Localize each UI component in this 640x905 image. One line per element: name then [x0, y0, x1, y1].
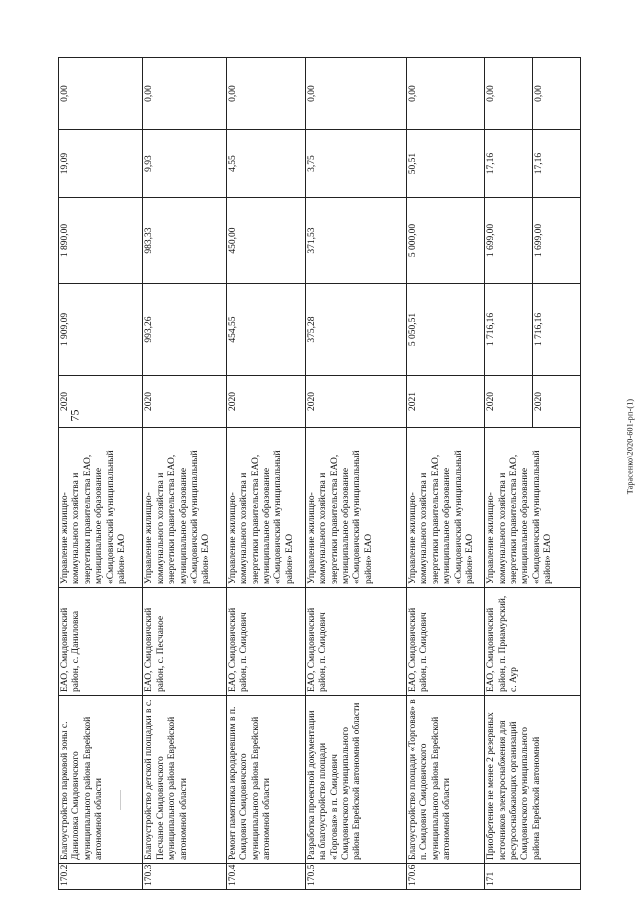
location: ЕАО, Смидовичский район, п. Приамурский, с. Аур: [485, 588, 581, 696]
federal-amount: 1 699,00: [485, 198, 533, 284]
regional-amount: 50,51: [406, 130, 484, 198]
regional-amount: 17,16: [533, 130, 581, 198]
year: 2020: [485, 376, 533, 428]
other-amount: 0,00: [226, 58, 305, 130]
federal-amount: 1 699,00: [533, 198, 581, 284]
executor: Управление жилищно-коммунального хозяйства и энергетики правительства ЕАО, муниципальное образование «Смидовичский муниципальный район» ЕАО: [59, 428, 143, 588]
other-amount: 0,00: [143, 58, 226, 130]
total-amount: 1 716,16: [485, 284, 533, 376]
other-amount: 0,00: [305, 58, 406, 130]
year: 2020: [305, 376, 406, 428]
executor: Управление жилищно-коммунального хозяйства и энергетики правительства ЕАО, муниципальное образование «Смидовичский муниципальный район» ЕАО: [485, 428, 581, 588]
year: 2020: [59, 376, 143, 428]
total-amount: 5 050,51: [406, 284, 484, 376]
measure-name: Благоустройство площади «Торговая» в п. Смидович Смидовичского муниципального района Еврейской автономной области: [406, 696, 484, 864]
location: ЕАО, Смидовичский район, п. Смидович: [406, 588, 484, 696]
total-amount: 993,26: [143, 284, 226, 376]
federal-amount: 5 000,00: [406, 198, 484, 284]
other-amount: 0,00: [485, 58, 533, 130]
measure-name: Приобретение не менее 2 резервных источников электроснабжения для ресурсоснабжающих организаций Смидовичского муниципального района Еврейской автономной: [485, 696, 581, 864]
row-number: 170.6: [406, 864, 484, 890]
total-amount: 454,55: [226, 284, 305, 376]
regional-amount: 3,75: [305, 130, 406, 198]
other-amount: 0,00: [406, 58, 484, 130]
year: 2020: [226, 376, 305, 428]
document-code: Тарасенко\2020-601-рп-(1): [625, 398, 635, 495]
table-row: [143, 58, 226, 890]
location: ЕАО, Смидовичский район, п. Смидович: [226, 588, 305, 696]
year: 2021: [406, 376, 484, 428]
other-amount: 0,00: [533, 58, 581, 130]
year: 2020: [533, 376, 581, 428]
row-number: 170.4: [226, 864, 305, 890]
regional-amount: 4,55: [226, 130, 305, 198]
regional-amount: 9,93: [143, 130, 226, 198]
measure-name: Благоустройство парковой зоны с. Даниловка Смидовичского муниципального района Еврейской автономной области: [59, 696, 143, 864]
table-row: [406, 58, 484, 890]
budget-table: [58, 57, 581, 890]
table-row: [59, 58, 143, 890]
row-number: 170.2: [59, 864, 143, 890]
executor: Управление жилищно-коммунального хозяйства и энергетики правительства ЕАО, муниципальное образование «Смидовичский муниципальный район» ЕАО: [406, 428, 484, 588]
location: ЕАО, Смидовичский район, с. Песчаное: [143, 588, 226, 696]
total-amount: 1 909,09: [59, 284, 143, 376]
location: ЕАО, Смидовичский район, п. Смидович: [305, 588, 406, 696]
regional-amount: 19,09: [59, 130, 143, 198]
row-number: 171: [485, 864, 581, 890]
federal-amount: 371,53: [305, 198, 406, 284]
page-number: 75: [67, 409, 82, 422]
budget-table-rotated: [58, 58, 581, 890]
federal-amount: 1 890,00: [59, 198, 143, 284]
regional-amount: 17,16: [485, 130, 533, 198]
total-amount: 375,28: [305, 284, 406, 376]
executor: Управление жилищно-коммунального хозяйства и энергетики правительства ЕАО, муниципальное образование «Смидовичский муниципальный район» ЕАО: [305, 428, 406, 588]
measure-name: Ремонт памятника икродаревшим в п. Смидович Смидовичского муниципального района Еврейской автономной области: [226, 696, 305, 864]
measure-name: Разработка проектной документации на благоустройство площади «Торговая» в п. Смидович Смидовичского муниципального района Еврейской автономной области: [305, 696, 406, 864]
row-number: 170.5: [305, 864, 406, 890]
row-number: 170.3: [143, 864, 226, 890]
table-row: [485, 58, 533, 890]
executor: Управление жилищно-коммунального хозяйства и энергетики правительства ЕАО, муниципальное образование «Смидовичский муниципальный район» ЕАО: [226, 428, 305, 588]
federal-amount: 450,00: [226, 198, 305, 284]
table-row: [305, 58, 406, 890]
federal-amount: 983,33: [143, 198, 226, 284]
measure-name: Благоустройство детской площадки в с. Песчаное Смидовичского муниципального района Еврейской автономной области: [143, 696, 226, 864]
year: 2020: [143, 376, 226, 428]
table-row: [226, 58, 305, 890]
total-amount: 1 716,16: [533, 284, 581, 376]
other-amount: 0,00: [59, 58, 143, 130]
executor: Управление жилищно-коммунального хозяйства и энергетики правительства ЕАО, муниципальное образование «Смидовичский муниципальный район» ЕАО: [143, 428, 226, 588]
location: ЕАО, Смидовичский район, с. Даниловка: [59, 588, 143, 696]
